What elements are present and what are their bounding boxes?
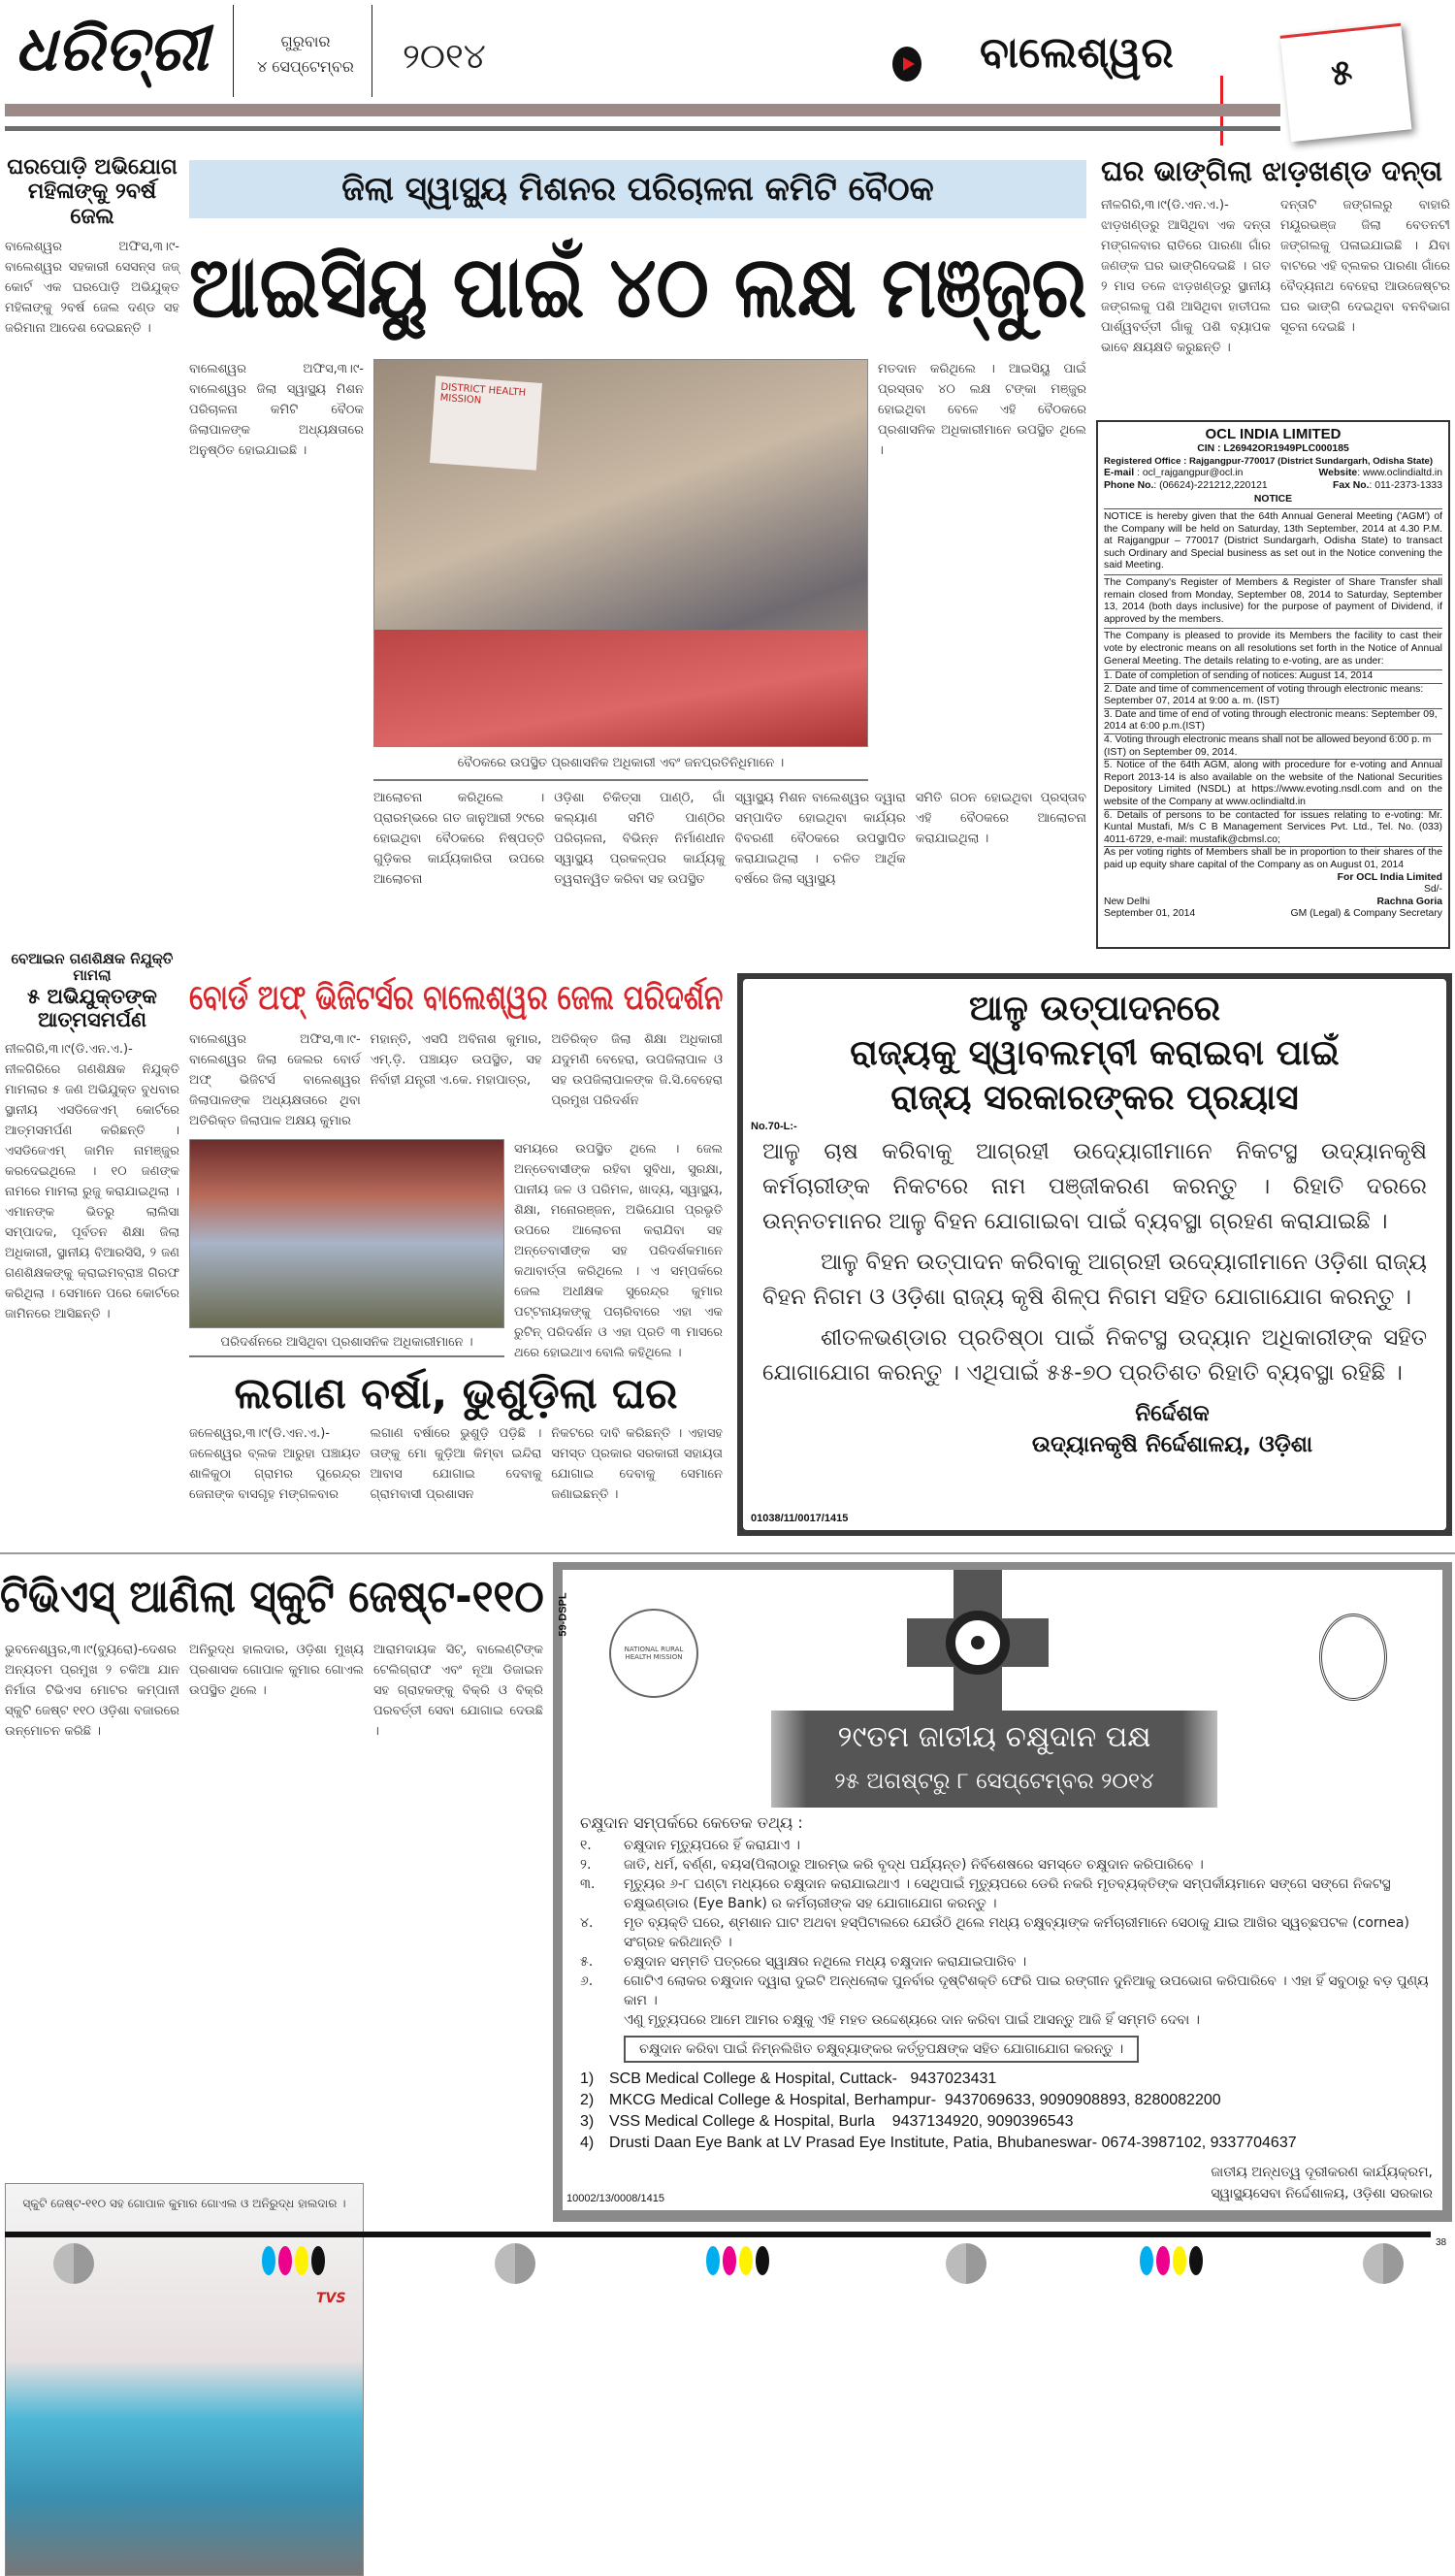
left-column xyxy=(5,155,179,1538)
article-body: ଅନିରୁଦ୍ଧ ହାଲଦାର, ଓଡ଼ିଶା ମୁଖ୍ୟ ପ୍ରଶାସକ ଗୋପାଳ କୁମାର ଗୋଏଲ ଉପସ୍ଥିତ ଥିଲେ । xyxy=(189,1643,364,1698)
article-body: ଜଳେଶ୍ୱର,୩।୯(ଡି.ଏନ.ଏ.)-ଜଳେଶ୍ୱର ବ୍ଲକ ଆରୁହା ପଞ୍ଚାୟତ ଶାଳିକୁଠା ଗ୍ରାମର ପୁରେନ୍ଦ୍ର ଜେନାଙ୍କ ବାସଗୃହ ମଙ୍ଗଳବାର xyxy=(189,1426,361,1502)
date: ୪ ସେପ୍ଟେମ୍ବର xyxy=(257,57,354,76)
article-body: ଦନ୍ତାଟି ଜଙ୍ଗଲରୁ ବାହାରି ମୟୂରଭଞ୍ଜ ଜିଲା ବେତନଟୀ ଜଙ୍ଗଲକୁ ପଳାଇଯାଇଛି । ଯିବା ବାଟରେ ଏହି ବ୍ଲକର ପାରଣା ଗାଁରେ ବୈଦ୍ୟନାଥ ବେହେରା ଆଉଜେଷ୍ଟର ଘର ଭାଙ୍ଗି ଦେଇଥିବା ବନବିଭାଗ ସୂଚନା ଦେଇଛି । xyxy=(1280,198,1450,336)
article-body: ସମୟରେ ଉପସ୍ଥିତ ଥିଲେ । ଜେଲ ଅନ୍ତେବାସୀଙ୍କ ରହିବା ସୁବିଧା, ସୁରକ୍ଷା, ପାନୀୟ ଜଳ ଓ ପରିମଳ, ଖାଦ୍ୟ, ସ୍ୱାସ୍ଥ୍ୟ, ଶିକ୍ଷା, ମନୋରଞ୍ଜନ, ଅଭିଯୋଗ ପ୍ରଭୃତି ଉପରେ ଆଲୋଚନା କରାଯିବା ସହ ଅନ୍ତେବାସୀଙ୍କ ସହ ପରିଦର୍ଶକମାନେ କଥାବାର୍ତ୍ତା କରିଥିଲେ । ଏ ସମ୍ପର୍କରେ ଜେଲ ଅଧୀକ୍ଷକ ସୁରେନ୍ଦ୍ର କୁମାର ପଟ୍ଟନାୟକଙ୍କୁ ପଚାରିବାରେ ଏହା ଏକ ରୁଟିନ୍ ପରିଦର୍ଶନ ଓ ଏହା ପ୍ରତି ୩ ମାସରେ ଥରେ ହୋଇଥାଏ ବୋଲି କହିଥିଲେ । xyxy=(514,1142,723,1360)
article-body: ଅତିରିକ୍ତ ଜିଲା ଶିକ୍ଷା ଅଧିକାରୀ ଯଦୁମଣି ବେହେରା, ଉପଜିଲାପାଳ ଓ ସହ ଉପଜିଲାପାଳଙ୍କ ଜି.ସି.ବେହେରା ପ୍ରମୁଖ ପରିଦର୍ଶନ xyxy=(551,1032,724,1108)
headline: ବୋର୍ଡ ଅଫ୍ ଭିଜିଟର୍ସର ବାଲେଶ୍ୱର ଜେଲ ପରିଦର୍ଶନ xyxy=(189,978,724,1018)
photo-banner: DISTRICT HEALTH MISSION xyxy=(430,375,542,470)
scooter-launch-photo xyxy=(5,2183,364,2576)
edition-name: ବାଲେଶ୍ୱର xyxy=(980,28,1174,78)
lead-kicker: ଜିଲା ସ୍ୱାସ୍ଥ୍ୟ ମିଶନର ପରିଚାଳନା କମିଟି ବୈଠକ xyxy=(189,160,1086,218)
footer-line xyxy=(5,2232,1431,2237)
divider xyxy=(189,1355,504,1357)
registration-mark xyxy=(53,2243,94,2284)
divider xyxy=(233,5,234,97)
registration-mark xyxy=(946,2243,986,2284)
ad-code: 59-DSPL xyxy=(557,1592,569,1637)
header-line xyxy=(5,126,1280,131)
article-body: ନୀଳଗିରି,୩।୯(ଡି.ଏନ.ଏ.)- ନୀଳଗିରିରେ ଗଣଶିକ୍ଷକ ନିଯୁକ୍ତି ମାମଲାର ୫ ଜଣ ଅଭିଯୁକ୍ତ ବୁଧବାର ସ୍ଥାନୀୟ ଏସଡିଜେଏମ୍ କୋର୍ଟରେ ଆତ୍ମସମର୍ପଣ କରିଛନ୍ତି । ଏସଡିଜେଏମ୍ ଜାମିନ ନାମଞ୍ଜୁର କରଦେଇଥିଲେ । ୧୦ ଜଣଙ୍କ ନାମରେ ମାମଲା ରୁଜୁ କରାଯାଇଥିଲା । ଏମାନଙ୍କ ଭିତରୁ ଲାଲିସା ସମ୍ପାଦକ, ପୂର୍ବତନ ଶିକ୍ଷା ଜିଲା ଅଧିକାରୀ, ସ୍ଥାନୀୟ ବିଆରସିସି, ୨ ଜଣ ଗଣଶିକ୍ଷକଙ୍କୁ କ୍ରାଇମବ୍ରାଞ୍ଚ ଗିରଫ କରିଥିଲା । ସେମାନେ ପରେ କୋର୍ଟରେ ଜାମିନରେ ଆସିଛନ୍ତି । xyxy=(5,1042,179,1321)
article-body: ନିକଟରେ ଦାବି କରିଛନ୍ତି । ଏହାସହ ସମସ୍ତ ପ୍ରକାର ସରକାରୀ ସହାୟତା ଯୋଗାଇ ଦେବାକୁ ସେମାନେ ଜଣାଇଛନ୍ତି । xyxy=(551,1426,724,1502)
ad-header xyxy=(580,1570,1433,1812)
lead-bottom-columns xyxy=(373,788,1086,890)
fact-item: ୩. ମୃତ୍ୟୁର ୬-୮ ଘଣ୍ଟା ମଧ୍ୟରେ ଚକ୍ଷୁଦାନ କରାଯାଇଥାଏ । ସେଥିପାଇଁ ମୃତ୍ୟୁପରେ ଡେରି ନକରି ମୃତବ୍ୟକ୍ତିଙ୍କ ସମ୍ପର୍କୀୟମାନେ ସଙ୍ଗେ ସଙ୍ଗେ ନିକଟସ୍ଥ ଚକ୍ଷୁଭଣ୍ଡାର (Eye Bank) ର କର୍ମଚାରୀଙ୍କ ସହ ଯୋଗାଯୋଗ କରନ୍ତୁ । xyxy=(580,1876,1391,1911)
article-body: ଆଲୋଚନା କରିଥିଲେ । ପ୍ରାରମ୍ଭରେ ଗତ ଜାନୁଆରୀ ୨୯ରେ ହୋଇଥିବା ବୈଠକରେ ନିଷ୍ପତ୍ତି ଗୁଡ଼ିକର କାର୍ଯ୍ୟକାରିତା ଉପରେ ଆଲୋଚନା xyxy=(373,791,545,887)
article-body: ଓଡ଼ିଶା ଚିକିତ୍ସା ପାଣ୍ଠି, ଗାଁ କଲ୍ୟାଣ ସମିତି ପାଣ୍ଠିର ପରିଚାଳନା, ବିଭିନ୍ନ ନିର୍ମାଣଧୀନ ସ୍ୱାସ୍ଥ୍ୟ ପ୍ରକଳ୍ପର କାର୍ଯ୍ୟକୁ ତ୍ୱରାନ୍ୱିତ କରିବା ସହ ଉପସ୍ଥିତ xyxy=(554,791,726,887)
fact-item: ୨. ଜାତି, ଧର୍ମ, ବର୍ଣ୍ଣ, ବୟସ(ପିଲାଠାରୁ ଆରମ୍ଭ କରି ବୃଦ୍ଧ ପର୍ଯ୍ୟନ୍ତ) ନିର୍ବିଶେଷରେ ସମସ୍ତେ ଚକ୍ଷୁଦାନ କରିପାରିବେ । xyxy=(580,1857,1204,1873)
eye-bank-item: 3) VSS Medical College & Hospital, Burla 9437134920, 9090396543 xyxy=(580,2113,1074,2130)
article-body: ନୀଳଗିରି,୩।୯(ଡି.ଏନ.ଏ.)- ଝାଡ଼ଖଣ୍ଡରୁ ଆସିଥିବା ଏକ ଦନ୍ତା ମଙ୍ଗଳବାର ରାତିରେ ପାରଣା ଗାଁର ଜଣଙ୍କ ଘର ଭାଙ୍ଗିଦେଇଛି । ଗତ ୨ ମାସ ତଳେ ଝାଡ଼ଖଣ୍ଡରୁ ସ୍ଥାନୀୟ ଜଙ୍ଗଲକୁ ପଶି ଆସିଥିବା ହାତୀପଲ ପାର୍ଶ୍ୱବର୍ତ୍ତୀ ଗାଁକୁ ପଶି ବ୍ୟାପକ ଭାବେ କ୍ଷୟକ୍ଷତି କରୁଛନ୍ତି । xyxy=(1101,198,1271,356)
brand-label: TVS xyxy=(316,2291,346,2306)
registration-mark xyxy=(1363,2243,1404,2284)
nrhm-logo: NATIONAL RURAL HEALTH MISSION xyxy=(609,1609,698,1698)
issue-date xyxy=(242,29,369,80)
color-bar xyxy=(1140,2246,1203,2275)
masthead-logo: ଧରିତ୍ରୀ xyxy=(15,14,209,85)
page-number: ୫ xyxy=(1331,53,1353,93)
fact-item: ୪. ମୃତ ବ୍ୟକ୍ତି ଘରେ, ଶ୍ମଶାନ ଘାଟ ଅଥବା ହସ୍ପିଟାଲରେ ଯେଉଁଠି ଥିଲେ ମଧ୍ୟ ଚକ୍ଷୁବ୍ୟାଙ୍କ କର୍ମଚାରୀମାନେ ସେଠାକୁ ଯାଇ ଆଖିର ସ୍ୱଚ୍ଛପଟଳ (cornea) ସଂଗ୍ରହ କରିଥାନ୍ତି । xyxy=(580,1915,1409,1950)
headline: ବେଆଇନ ଗଣଶିକ୍ଷକ ନିଯୁକ୍ତି ମାମଲା ୫ ଅଭିଯୁକ୍ତଙ୍କ ଆତ୍ମସମର୍ପଣ xyxy=(11,950,174,1031)
color-bar xyxy=(706,2246,769,2275)
meeting-photo xyxy=(373,359,868,747)
right-top-article xyxy=(1101,155,1450,358)
article-body: ବାଲେଶ୍ୱର ଅଫିସ,୩।୯-ବାଲେଶ୍ୱର ସହକାରୀ ସେସନ୍ସ ଜଜ୍ କୋର୍ଟ ଏକ ଘରପୋଡ଼ି ଅଭିଯୁକ୍ତ ମହିଳାଙ୍କୁ ୨ବର୍ଷ ଜେଲ ଦଣ୍ଡ ସହ ଜରିମାନା ଆଦେଶ ଦେଇଛନ୍ତି । xyxy=(5,239,179,336)
fact-item: ୬. ଗୋଟିଏ ଲୋକର ଚକ୍ଷୁଦାନ ଦ୍ୱାରା ଦୁଇଟି ଅନ୍ଧଲୋକ ପୁନର୍ବାର ଦୃଷ୍ଟିଶକ୍ତି ଫେରି ପାଇ ରଙ୍ଗୀନ ଦୁନିଆକୁ ଉପଭୋଗ କରିପାରିବେ । ଏହା ହିଁ ସବୁଠାରୁ ବଡ଼ ପୁଣ୍ୟ କାମ । xyxy=(580,1973,1429,2008)
eye-icon xyxy=(946,1611,1010,1675)
campaign-banner: ୨୯ତମ ଜାତୀୟ ଚକ୍ଷୁଦାନ ପକ୍ଷ ୨୫ ଅଗଷ୍ଟରୁ ୮ ସେପ୍ଟେମ୍ବର ୨୦୧୪ xyxy=(771,1711,1217,1808)
ocl-notice: OCL INDIA LIMITED CIN : L26942OR1949PLC000185 Registered Office : Rajgangpur-770017 (District Sundargarh, Odisha State) E-mail : ocl_rajgangpur@ocl.in Website: www.oclindialtd.in Phone No.: (06624)-221212,220121 Fax No.: 011-2373-1333 NOTICE NOTICE is hereby given that the 64th Annual General Meeting ('AGM') of the Company will be held on Saturday, 13th September, 2014 at 4.30 P.M. at Rajgangpur – 770017 (District Sundargarh, Odisha State) to transact such Ordinary and Special business as set out in the Notice convening the said Meeting. The Company's Register of Members & Register of Share Transfer shall remain closed from Monday, September 08, 2014 to Saturday, September 13, 2014 (both days inclusive) for the purpose of payment of Dividend, if approved by the members. The Company is pleased to provide its Members the facility to cast their vote by electronic means on all resolutions set forth in the Notice of Annual General Meeting. The details relating to e-voting, are as under: 1. Date of completion of sending of notices: August 14, 2014 2. Date and time of commencement of voting through electronic means: September 07, 2014 at 9:00 a. m. (IST) 3. Date and time of end of voting through electronic means: September 09, 2014 at 6:00 p.m.(IST) 4. Voting through electronic means shall not be allowed beyond 6:00 p. m (IST) on September 09, 2014. 5. Notice of the 64th AGM, along with procedure for e-voting and Annual Report 2013-14 is also available on the website of the National Securities Depository Limited (NSDL) at https://www.evoting.nsdl.com and on the website of the Company at www.oclindialtd.in 6. Details of persons to be contacted for issues relating to e-voting: Mr. Kuntal Mustafi, M/s C B Management Services Pvt. Ltd., Tel. No. (033) 4011-6729, e-mail: mustafik@cbmsl.co; As per voting rights of Members shall be in proportion to their shares of the paid up equity share capital of the Company as on August 01, 2014 For OCL India Limited Sd/- New Delhi Rachna Goria September 01, 2014 GM (Legal) & Company Secretary xyxy=(1096,420,1450,949)
headline: ଘରପୋଡ଼ି ଅଭିଯୋଗ ମହିଳାଙ୍କୁ ୨ବର୍ଷ ଜେଲ xyxy=(7,155,178,229)
article-body: ମତଦାନ କରିଥିଲେ । ଆଇସିୟୁ ପାଇଁ ପ୍ରସ୍ତାବ ୪୦ ଲକ୍ଷ ଟଙ୍କା ମଞ୍ଜୁର ହୋଇଥିବା ବେଳେ ଏହି ବୈଠକରେ ପ୍ରଶାସନିକ ଅଧିକାରୀମାନେ ଉପସ୍ଥିତ ଥିଲେ । xyxy=(878,362,1086,458)
print-page-number: 38 xyxy=(1436,2237,1447,2248)
color-bar xyxy=(262,2246,325,2275)
photo-caption: ସ୍କୁଟି ଜେଷ୍ଟ-୧୧୦ ସହ ଗୋପାଳ କୁମାର ଗୋଏଲ ଓ ଅନିରୁଦ୍ଧ ହାଲଦାର । xyxy=(22,2197,346,2210)
registration-mark xyxy=(495,2243,535,2284)
eye-donation-advertisement: 59-DSPL NATIONAL RURAL HEALTH MISSION ୨୯ତମ ଜାତୀୟ ଚକ୍ଷୁଦାନ ପକ୍ଷ ୨୫ ଅଗଷ୍ଟରୁ ୮ ସେପ୍ଟେମ୍ବର ୨୦୧୪ ଚକ୍ଷୁଦାନ ସମ୍ପର୍କରେ କେତେକ ତଥ୍ୟ : ୧. ଚକ୍ଷୁଦାନ ମୃତ୍ୟୁପରେ ହିଁ କରାଯାଏ । ୨. ଜାତି, ଧର୍ମ, ବର୍ଣ୍ଣ, ବୟସ(ପିଲାଠାରୁ ଆରମ୍ଭ କରି ବୃଦ୍ଧ ପର୍ଯ୍ୟନ୍ତ) ନିର୍ବିଶେଷରେ ସମସ୍ତେ ଚକ୍ଷୁଦାନ କରିପାରିବେ । ୩. ମୃତ୍ୟୁର ୬-୮ ଘଣ୍ଟା ମଧ୍ୟରେ ଚକ୍ଷୁଦାନ କରାଯାଇଥାଏ । ସେଥିପାଇଁ ମୃତ୍ୟୁପରେ ଡେରି ନକରି ମୃତବ୍ୟକ୍ତିଙ୍କ ସମ୍ପର୍କୀୟମାନେ ସଙ୍ଗେ ସଙ୍ଗେ ନିକଟସ୍ଥ ଚକ୍ଷୁଭଣ୍ଡାର (Eye Bank) ର କର୍ମଚାରୀଙ୍କ ସହ ଯୋଗାଯୋଗ କରନ୍ତୁ । ୪. ମୃତ ବ୍ୟକ୍ତି ଘରେ, ଶ୍ମଶାନ ଘାଟ ଅଥବା ହସ୍ପିଟାଲରେ ଯେଉଁଠି ଥିଲେ ମଧ୍ୟ ଚକ୍ଷୁବ୍ୟାଙ୍କ କର୍ମଚାରୀମାନେ ସେଠାକୁ ଯାଇ ଆଖିର ସ୍ୱଚ୍ଛପଟଳ (cornea) ସଂଗ୍ରହ କରିଥାନ୍ତି । ୫. ଚକ୍ଷୁଦାନ ସମ୍ମତି ପତ୍ରରେ ସ୍ୱାକ୍ଷର ନଥିଲେ ମଧ୍ୟ ଚକ୍ଷୁଦାନ କରାଯାଇପାରିବ । ୬. ଗୋଟିଏ ଲୋକର ଚକ୍ଷୁଦାନ ଦ୍ୱାରା ଦୁଇଟି ଅନ୍ଧଲୋକ ପୁନର୍ବାର ଦୃଷ୍ଟିଶକ୍ତି ଫେରି ପାଇ ରଙ୍ଗୀନ ଦୁନିଆକୁ ଉପଭୋଗ କରିପାରିବେ । ଏହା ହିଁ ସବୁଠାରୁ ବଡ଼ ପୁଣ୍ୟ କାମ । ଏଣୁ ମୃତ୍ୟୁପରେ ଆମେ ଆମର ଚକ୍ଷୁକୁ ଏହି ମହତ ଉଦ୍ଦେଶ୍ୟରେ ଦାନ କରିବା ପାଇଁ ଆସନ୍ତୁ ଆଜି ହିଁ ସମ୍ମତି ଦେବା । ଚକ୍ଷୁଦାନ କରିବା ପାଇଁ ନିମ୍ନଲିଖିତ ଚକ୍ଷୁବ୍ୟାଙ୍କର କର୍ତ୍ତୃପକ୍ଷଙ୍କ ସହିତ ଯୋଗାଯୋଗ କରନ୍ତୁ । 1) SCB Medical College & Hospital, Cuttack- 9437023431 2) MKCG Medical College & Hospital, Berhampur- 9437069633, 9090908893, 8280082200 3) VSS Medical College & Hospital, Burla 9437134920, 9090396543 4) Drusti Daan Eye Bank at LV Prasad Eye Institute, Patia, Bhubaneswar- 0674-3987102, 9337704637 10002/13/0008/1415 ଜାତୀୟ ଅନ୍ଧତ୍ୱ ଦୂରୀକରଣ କାର୍ଯ୍ୟକ୍ରମ, ସ୍ୱାସ୍ଥ୍ୟସେବା ନିର୍ଦ୍ଦେଶାଳୟ, ଓଡ଼ିଶା ସରକାର xyxy=(553,1562,1452,2222)
article-body: ଲଗାଣ ବର୍ଷାରେ ଭୁଶୁଡ଼ି ପଡ଼ିଛି । ତାଙ୍କୁ ମୋ କୁଡ଼ିଆ କିମ୍ବା ଇନ୍ଦିରା ଆବାସ ଯୋଗାଇ ଦେବାକୁ ଗ୍ରାମବାସୀ ପ୍ରଶାସନ xyxy=(370,1426,542,1502)
article-body: ବାଲେଶ୍ୱର ଅଫିସ,୩।୯-ବାଲେଶ୍ୱର ଜିଲା ସ୍ୱାସ୍ଥ୍ୟ ମିଶନ ପରିଚାଳନା କମିଟି ବୈଠକ ଜିଲାପାଳଙ୍କ ଅଧ୍ୟକ୍ଷତାରେ ଅନୁଷ୍ଠିତ ହୋଇଯାଇଛି । xyxy=(189,362,364,458)
fact-item: ୧. ଚକ୍ଷୁଦାନ ମୃତ୍ୟୁପରେ ହିଁ କରାଯାଏ । xyxy=(580,1838,800,1853)
article-body: ଆରାମଦାୟକ ସିଟ୍, ବାଲେଣ୍ଟିଙ୍କ ଟେଲିଗ୍ରାଫ ଏବଂ ନୂଆ ଡିଜାଇନ ସହ ଗ୍ରାହକଙ୍କୁ ବିକ୍ରି ଓ ବିକ୍ରି ପରବର୍ତ୍ତୀ ସେବା ଯୋଗାଇ ଦେଉଛି । xyxy=(373,1643,543,1739)
photo-caption: ପରିଦର୍ଶନରେ ଆସିଥିବା ପ୍ରଶାସନିକ ଅଧିକାରୀମାନେ । xyxy=(220,1335,473,1350)
headline: ଟିଭିଏସ୍ ଆଣିଲା ସ୍କୁଟି ଜେଷ୍ଟ-୧୧୦ xyxy=(0,1570,544,1622)
header-bar xyxy=(5,104,1280,116)
article-body: ମହାନ୍ତି, ଏସପି ଅବିନାଶ କୁମାର, ଏମ୍.ଡ଼ି. ପଞ୍ଚାୟତ ଉପସ୍ଥିତ, ସହ ନିର୍ବାହୀ ଯନ୍ତ୍ରୀ ଏ.କେ. ମହାପାତ୍ର, xyxy=(370,1032,542,1088)
lead-headline: ଆଇସିୟୁ ପାଇଁ ୪୦ ଲକ୍ଷ ମଞ୍ଜୁର xyxy=(189,237,1087,337)
eye-bank-item: 1) SCB Medical College & Hospital, Cuttack- 9437023431 xyxy=(580,2071,997,2087)
jail-visit-photo xyxy=(189,1139,504,1328)
article-body: ଭୁବନେଶ୍ୱର,୩।୯(ବ୍ୟୁରୋ)-ଦେଶର ଅନ୍ୟତମ ପ୍ରମୁଖ ୨ ଚକିଆ ଯାନ ନିର୍ମାତା ଟିଭିଏସ ମୋଟର କମ୍ପାନୀ ସ୍କୁଟି ଜେଷ୍ଟ ୧୧୦ ଓଡ଼ିଶା ବଜାରରେ ଉନ୍ମୋଚନ କରିଛି । xyxy=(5,1643,179,1739)
headline: ଘର ଭାଙ୍ଗିଲା ଝାଡ଼ଖଣ୍ଡ ଦନ୍ତା xyxy=(1101,154,1443,187)
year: ୨୦୧୪ xyxy=(403,37,486,77)
middle-left-section xyxy=(189,973,723,1505)
fact-item: ୫. ଚକ୍ଷୁଦାନ ସମ୍ମତି ପତ୍ରରେ ସ୍ୱାକ୍ଷର ନଥିଲେ ମଧ୍ୟ ଚକ୍ଷୁଦାନ କରାଯାଇପାରିବ । xyxy=(580,1954,1027,1970)
article-body: ବାଲେଶ୍ୱର ଅଫିସ,୩।୯-ବାଲେଶ୍ୱର ଜିଲା ଜେଲର ବୋର୍ଡ ଅଫ୍ ଭିଜିଟର୍ସ ବାଲେଶ୍ୱର ଜିଲାପାଳଙ୍କ ଅଧ୍ୟକ୍ଷତାରେ ଥିବା ଅତିରିକ୍ତ ଜିଲାପାଳ ଅକ୍ଷୟ କୁମାର xyxy=(189,1032,361,1128)
odisha-emblem xyxy=(1319,1614,1387,1701)
eye-bank-item: 4) Drusti Daan Eye Bank at LV Prasad Eye Institute, Patia, Bhubaneswar- 0674-3987102, 9337704637 xyxy=(580,2135,1297,2151)
article-body: ସମିତି ଗଠନ ହୋଇଥିବା ପ୍ରସ୍ତାବ ଏହି ବୈଠକରେ ଆଲୋଚନା କରାଯାଇଥିଲା । xyxy=(915,791,1086,846)
divider xyxy=(373,779,868,781)
day: ଗୁରୁବାର xyxy=(280,32,331,50)
headline: ଲଗାଣ ବର୍ଷା, ଭୁଶୁଡ଼ିଲା ଘର xyxy=(234,1369,678,1418)
bullet-icon xyxy=(892,47,922,82)
divider xyxy=(0,1552,1455,1554)
potato-advertisement: ଆଳୁ ଉତ୍ପାଦନରେ ରାଜ୍ୟକୁ ସ୍ୱାବଲମ୍ବୀ କରାଇବା ପାଇଁ ରାଜ୍ୟ ସରକାରଙ୍କର ପ୍ରୟାସ No.70-L:- ଆଳୁ ଚାଷ କରିବାକୁ ଆଗ୍ରହୀ ଉଦ୍ୟୋଗୀମାନେ ନିକଟସ୍ଥ ଉଦ୍ୟାନକୃଷି କର୍ମଚାରୀଙ୍କ ନିକଟରେ ନାମ ପଞ୍ଜୀକରଣ କରନ୍ତୁ । ରିହାତି ଦରରେ ଉନ୍ନତମାନର ଆଳୁ ବିହନ ଯୋଗାଇବା ପାଇଁ ବ୍ୟବସ୍ଥା ଗ୍ରହଣ କରାଯାଇଛି । ଆଳୁ ବିହନ ଉତ୍ପାଦନ କରିବାକୁ ଆଗ୍ରହୀ ଉଦ୍ୟୋଗୀମାନେ ଓଡ଼ିଶା ରାଜ୍ୟ ବିହନ ନିଗମ ଓ ଓଡ଼ିଶା ରାଜ୍ୟ କୃଷି ଶିଳ୍ପ ନିଗମ ସହିତ ଯୋଗାଯୋଗ କରନ୍ତୁ । ଶୀତଳଭଣ୍ଡାର ପ୍ରତିଷ୍ଠା ପାଇଁ ନିକଟସ୍ଥ ଉଦ୍ୟାନ ଅଧିକାରୀଙ୍କ ସହିତ ଯୋଗାଯୋଗ କରନ୍ତୁ । ଏଥିପାଇଁ ୫୫-୭୦ ପ୍ରତିଶତ ରିହାତି ବ୍ୟବସ୍ଥା ରହିଛି । ନିର୍ଦ୍ଦେଶକ ଉଦ୍ୟାନକୃଷି ନିର୍ଦ୍ଦେଶାଳୟ, ଓଡ଼ିଶା 01038/11/0017/1415 xyxy=(737,973,1452,1536)
eye-bank-item: 2) MKCG Medical College & Hospital, Berhampur- 9437069633, 9090908893, 8280082200 xyxy=(580,2092,1221,2108)
photo-caption: ବୈଠକରେ ଉପସ୍ଥିତ ପ୍ରଶାସନିକ ଅଧିକାରୀ ଏବଂ ଜନପ୍ରତିନିଧିମାନେ । xyxy=(457,756,785,770)
article-body: ସ୍ୱାସ୍ଥ୍ୟ ମିଶନ ବାଲେଶ୍ୱର ଦ୍ୱାରା ସମ୍ପାଦିତ ହୋଇଥିବା କାର୍ଯ୍ୟର ବିବରଣୀ ବୈଠକରେ ଉପସ୍ଥାପିତ କରାଯାଇଥିଲା । ଚଳିତ ଆର୍ଥିକ ବର୍ଷରେ ଜିଲା ସ୍ୱାସ୍ଥ୍ୟ xyxy=(734,791,906,887)
